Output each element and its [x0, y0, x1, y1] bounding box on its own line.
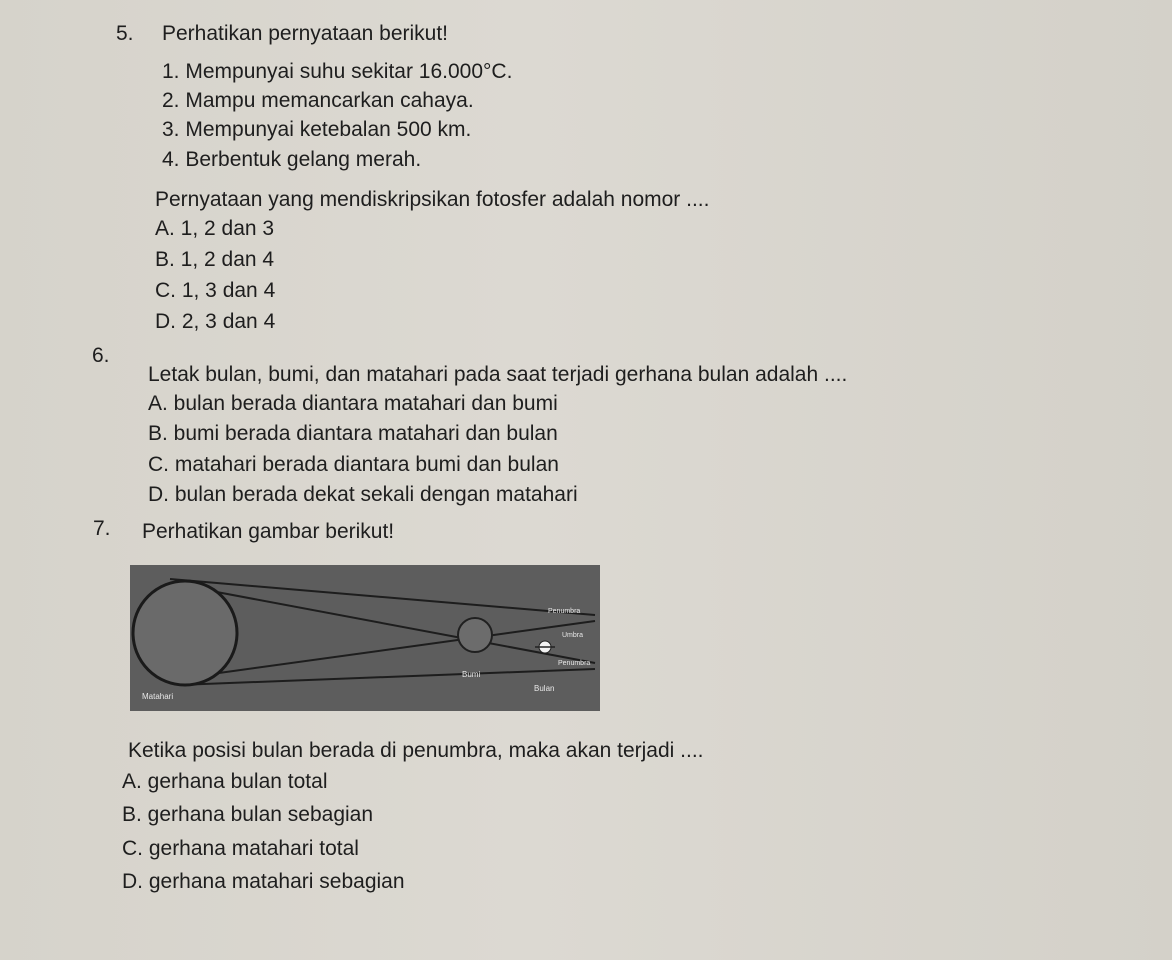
q5-question: Pernyataan yang mendiskripsikan fotosfer adalah nomor ....	[155, 188, 710, 211]
q5-statement-2: 2. Mampu memancarkan cahaya.	[162, 89, 474, 112]
q5-option-c[interactable]: C. 1, 3 dan 4	[155, 279, 276, 302]
label-earth: Bumi	[462, 670, 481, 679]
sun-shape	[133, 581, 237, 685]
q7-option-a[interactable]: A. gerhana bulan total	[122, 770, 328, 793]
label-sun: Matahari	[142, 692, 174, 701]
label-umbra: Umbra	[562, 632, 584, 639]
label-penumbra-top: Penumbra	[548, 608, 581, 615]
q7-prompt: Perhatikan gambar berikut!	[142, 520, 395, 543]
q5-option-b[interactable]: B. 1, 2 dan 4	[155, 248, 275, 271]
label-moon: Bulan	[534, 684, 555, 693]
q5-option-a[interactable]: A. 1, 2 dan 3	[155, 217, 275, 240]
q5-option-d[interactable]: D. 2, 3 dan 4	[155, 310, 276, 333]
label-penumbra-bottom: Penumbra	[558, 660, 591, 667]
q7-option-c[interactable]: C. gerhana matahari total	[122, 837, 359, 860]
q7-option-d[interactable]: D. gerhana matahari sebagian	[122, 870, 405, 893]
q5-statement-4: 4. Berbentuk gelang merah.	[162, 148, 422, 171]
q7-number: 7.	[93, 517, 111, 540]
q6-question: Letak bulan, bumi, dan matahari pada saat terjadi gerhana bulan adalah ....	[148, 363, 848, 386]
q6-option-b[interactable]: B. bumi berada diantara matahari dan bulan	[148, 422, 558, 445]
q6-number: 6.	[92, 344, 110, 367]
q5-number: 5.	[116, 22, 134, 45]
q6-option-a[interactable]: A. bulan berada diantara matahari dan bumi	[148, 392, 558, 415]
q6-option-c[interactable]: C. matahari berada diantara bumi dan bulan	[148, 453, 559, 476]
eclipse-diagram-svg	[130, 565, 600, 711]
eclipse-diagram	[130, 565, 600, 711]
q5-statement-1: 1. Mempunyai suhu sekitar 16.000°C.	[162, 60, 513, 83]
q5-statement-3: 3. Mempunyai ketebalan 500 km.	[162, 118, 472, 141]
earth-shape	[458, 618, 492, 652]
q7-option-b[interactable]: B. gerhana bulan sebagian	[122, 803, 374, 826]
q6-option-d[interactable]: D. bulan berada dekat sekali dengan matahari	[148, 483, 578, 506]
q7-question: Ketika posisi bulan berada di penumbra, maka akan terjadi ....	[128, 739, 704, 762]
q5-prompt: Perhatikan pernyataan berikut!	[162, 22, 449, 45]
